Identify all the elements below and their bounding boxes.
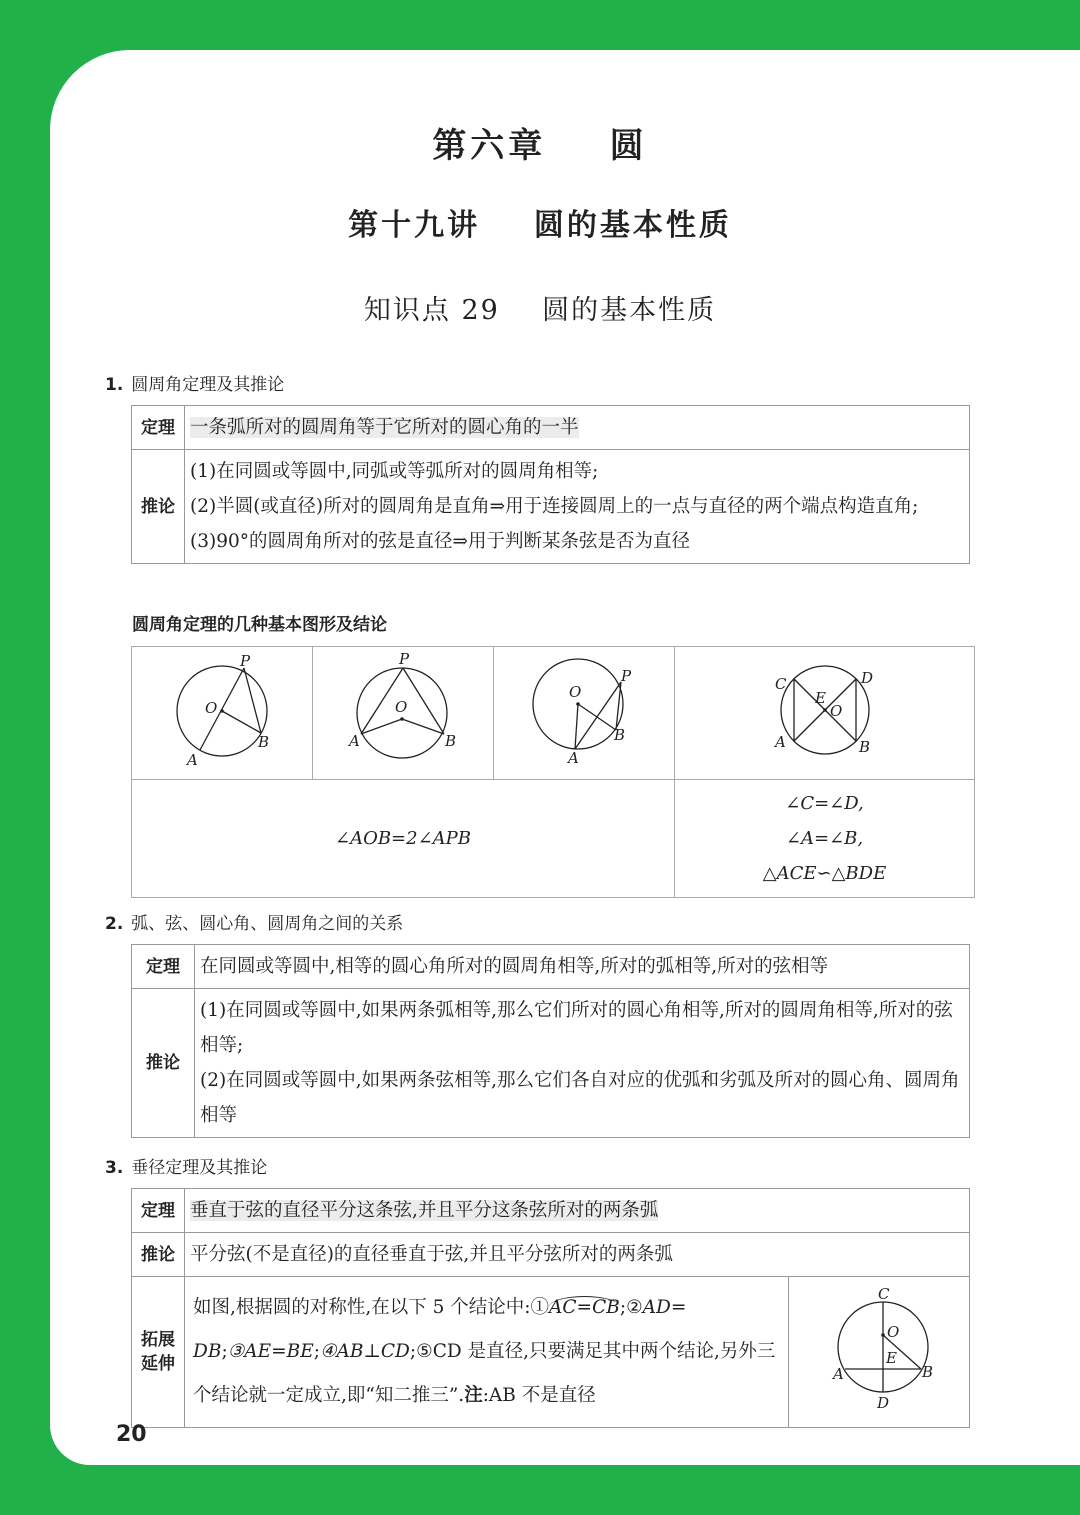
- figure-label: O: [830, 702, 843, 720]
- corollary-item: (2)在同圆或等圆中,如果两条弦相等,那么它们各自对应的优弧和劣弧及所对的圆心角、圆周角相等: [200, 1070, 960, 1126]
- figure-3-diagram: [494, 647, 674, 775]
- note-text: :AB 不是直径: [482, 1385, 596, 1406]
- corollary-list: [195, 989, 970, 1138]
- figure-label: E: [815, 689, 826, 707]
- figure-label: E: [886, 1349, 897, 1367]
- figure-label: B: [258, 733, 270, 751]
- figure-1-diagram: [132, 647, 312, 775]
- extension-intro: 如图,根据圆的对称性,在以下 5 个结论中:: [193, 1297, 531, 1318]
- note-label: 注: [464, 1385, 483, 1406]
- corollary-item: (1)在同圆或等圆中,如果两条弧相等,那么它们所对的圆心角相等,所对的圆周角相等,所对的弦相等;: [200, 1000, 953, 1056]
- theorem-highlight: 垂直于弦的直径平分这条弦,并且平分这条弦所对的两条弧: [190, 1200, 659, 1221]
- figure-label: O: [395, 698, 408, 716]
- arc-conclusion-2b: DB: [193, 1341, 222, 1362]
- conclusion-5: ⑤CD 是直径,只要满足其中两个结论,另外三个结论就一定成立,即“知二推三”.: [193, 1341, 776, 1406]
- figure-label: B: [859, 738, 871, 756]
- section-3-table: [131, 1188, 970, 1428]
- section-3-heading: [105, 1153, 267, 1178]
- figure-label: D: [877, 1394, 890, 1412]
- figure-label: B: [922, 1363, 934, 1381]
- figure-label: C: [878, 1285, 890, 1303]
- lecture-title: 第十九讲 圆的基本性质: [348, 208, 732, 243]
- figure-2: [313, 647, 494, 780]
- section-2-heading: [105, 909, 403, 934]
- figure-label: P: [240, 652, 251, 670]
- theorem-label: 定理: [132, 406, 185, 450]
- figure-label: B: [614, 726, 626, 744]
- conclusion-line: ∠C=∠D,: [785, 793, 864, 814]
- corollary-label: 推论: [132, 450, 185, 564]
- conclusion-line: △ACE∽△BDE: [762, 863, 887, 884]
- figure-label: A: [349, 732, 360, 750]
- section-1-title: 圆周角定理及其推论: [131, 375, 285, 395]
- figure-2-diagram: [313, 647, 493, 775]
- conclusion-left: ∠AOB=2∠APB: [334, 828, 472, 849]
- section-1-heading: [105, 370, 284, 395]
- figure-label: A: [187, 751, 198, 769]
- conclusion-line: ∠A=∠B,: [785, 828, 864, 849]
- conclusion-3: ③AE=BE: [227, 1341, 314, 1362]
- conclusion-number: ①: [530, 1297, 550, 1318]
- conclusion-number: ②: [626, 1297, 643, 1318]
- extension-figure: [789, 1277, 969, 1415]
- figure-4: [675, 647, 975, 780]
- figure-label: A: [775, 733, 786, 751]
- conclusion-left-cell: [132, 780, 675, 898]
- figure-label: D: [861, 669, 874, 687]
- figure-1: [132, 647, 313, 780]
- corollary-item: (1)在同圆或等圆中,同弧或等弧所对的圆周角相等;: [190, 461, 599, 482]
- corollary-label: 推论: [132, 1233, 185, 1277]
- extension-label: 拓展延伸: [132, 1277, 185, 1428]
- theorem-text: 在同圆或等圆中,相等的圆心角所对的圆周角相等,所对的弧相等,所对的弦相等: [195, 945, 970, 989]
- figures-title: 圆周角定理的几种基本图形及结论: [132, 615, 387, 635]
- section-1-number: 1.: [105, 375, 124, 395]
- figure-label: B: [445, 732, 457, 750]
- arc-conclusion-2a: AD=: [642, 1297, 687, 1318]
- extension-text: 如图,根据圆的对称性,在以下 5 个结论中:①AC=CB;②AD= DB;③AE=BE;④AB⊥CD;⑤CD 是直径,只要满足其中两个结论,另外三个结论就一定成立,即“知二推三”.注:AB 不是直径: [185, 1277, 789, 1428]
- section-2-title: 弧、弦、圆心角、圆周角之间的关系: [131, 914, 404, 934]
- corollary-list: [185, 450, 970, 564]
- corollary-label: 推论: [132, 989, 195, 1138]
- theorem-text: [185, 406, 970, 450]
- figure-label: A: [568, 749, 579, 767]
- figure-4-diagram: [675, 647, 974, 775]
- corollary-item: (2)半圆(或直径)所对的圆周角是直角⇒用于连接圆周上的一点与直径的两个端点构造直角;: [190, 496, 919, 517]
- section-3-number: 3.: [105, 1158, 124, 1178]
- conclusion-right-cell: [675, 780, 975, 898]
- figure-3: [494, 647, 675, 780]
- corollary-item: (3)90°的圆周角所对的弦是直径⇒用于判断某条弦是否为直径: [190, 531, 690, 552]
- knowledge-point-title: 知识点 29 圆的基本性质: [363, 295, 717, 326]
- section-2-number: 2.: [105, 914, 124, 934]
- figures-table: [131, 646, 975, 898]
- figure-label: C: [775, 675, 787, 693]
- section-3-title: 垂径定理及其推论: [131, 1158, 268, 1178]
- figure-label: P: [621, 667, 632, 685]
- theorem-text: [185, 1189, 970, 1233]
- figure-label: A: [833, 1365, 844, 1383]
- extension-figure-cell: [789, 1277, 970, 1428]
- section-1-table: [131, 405, 970, 564]
- theorem-label: 定理: [132, 945, 195, 989]
- chapter-title: 第六章 圆: [432, 126, 648, 166]
- theorem-label: 定理: [132, 1189, 185, 1233]
- page-number: 20: [116, 1422, 147, 1447]
- theorem-highlight: 一条弧所对的圆周角等于它所对的圆心角的一半: [190, 417, 579, 438]
- figure-label: O: [569, 683, 582, 701]
- section-2-table: [131, 944, 970, 1138]
- arc-conclusion-1: AC=CB: [549, 1297, 620, 1318]
- figure-label: P: [399, 650, 410, 668]
- figure-label: O: [887, 1323, 900, 1341]
- corollary-text: 平分弦(不是直径)的直径垂直于弦,并且平分弦所对的两条弧: [185, 1233, 970, 1277]
- figure-label: O: [205, 699, 218, 717]
- conclusion-4: ④AB⊥CD: [319, 1341, 410, 1362]
